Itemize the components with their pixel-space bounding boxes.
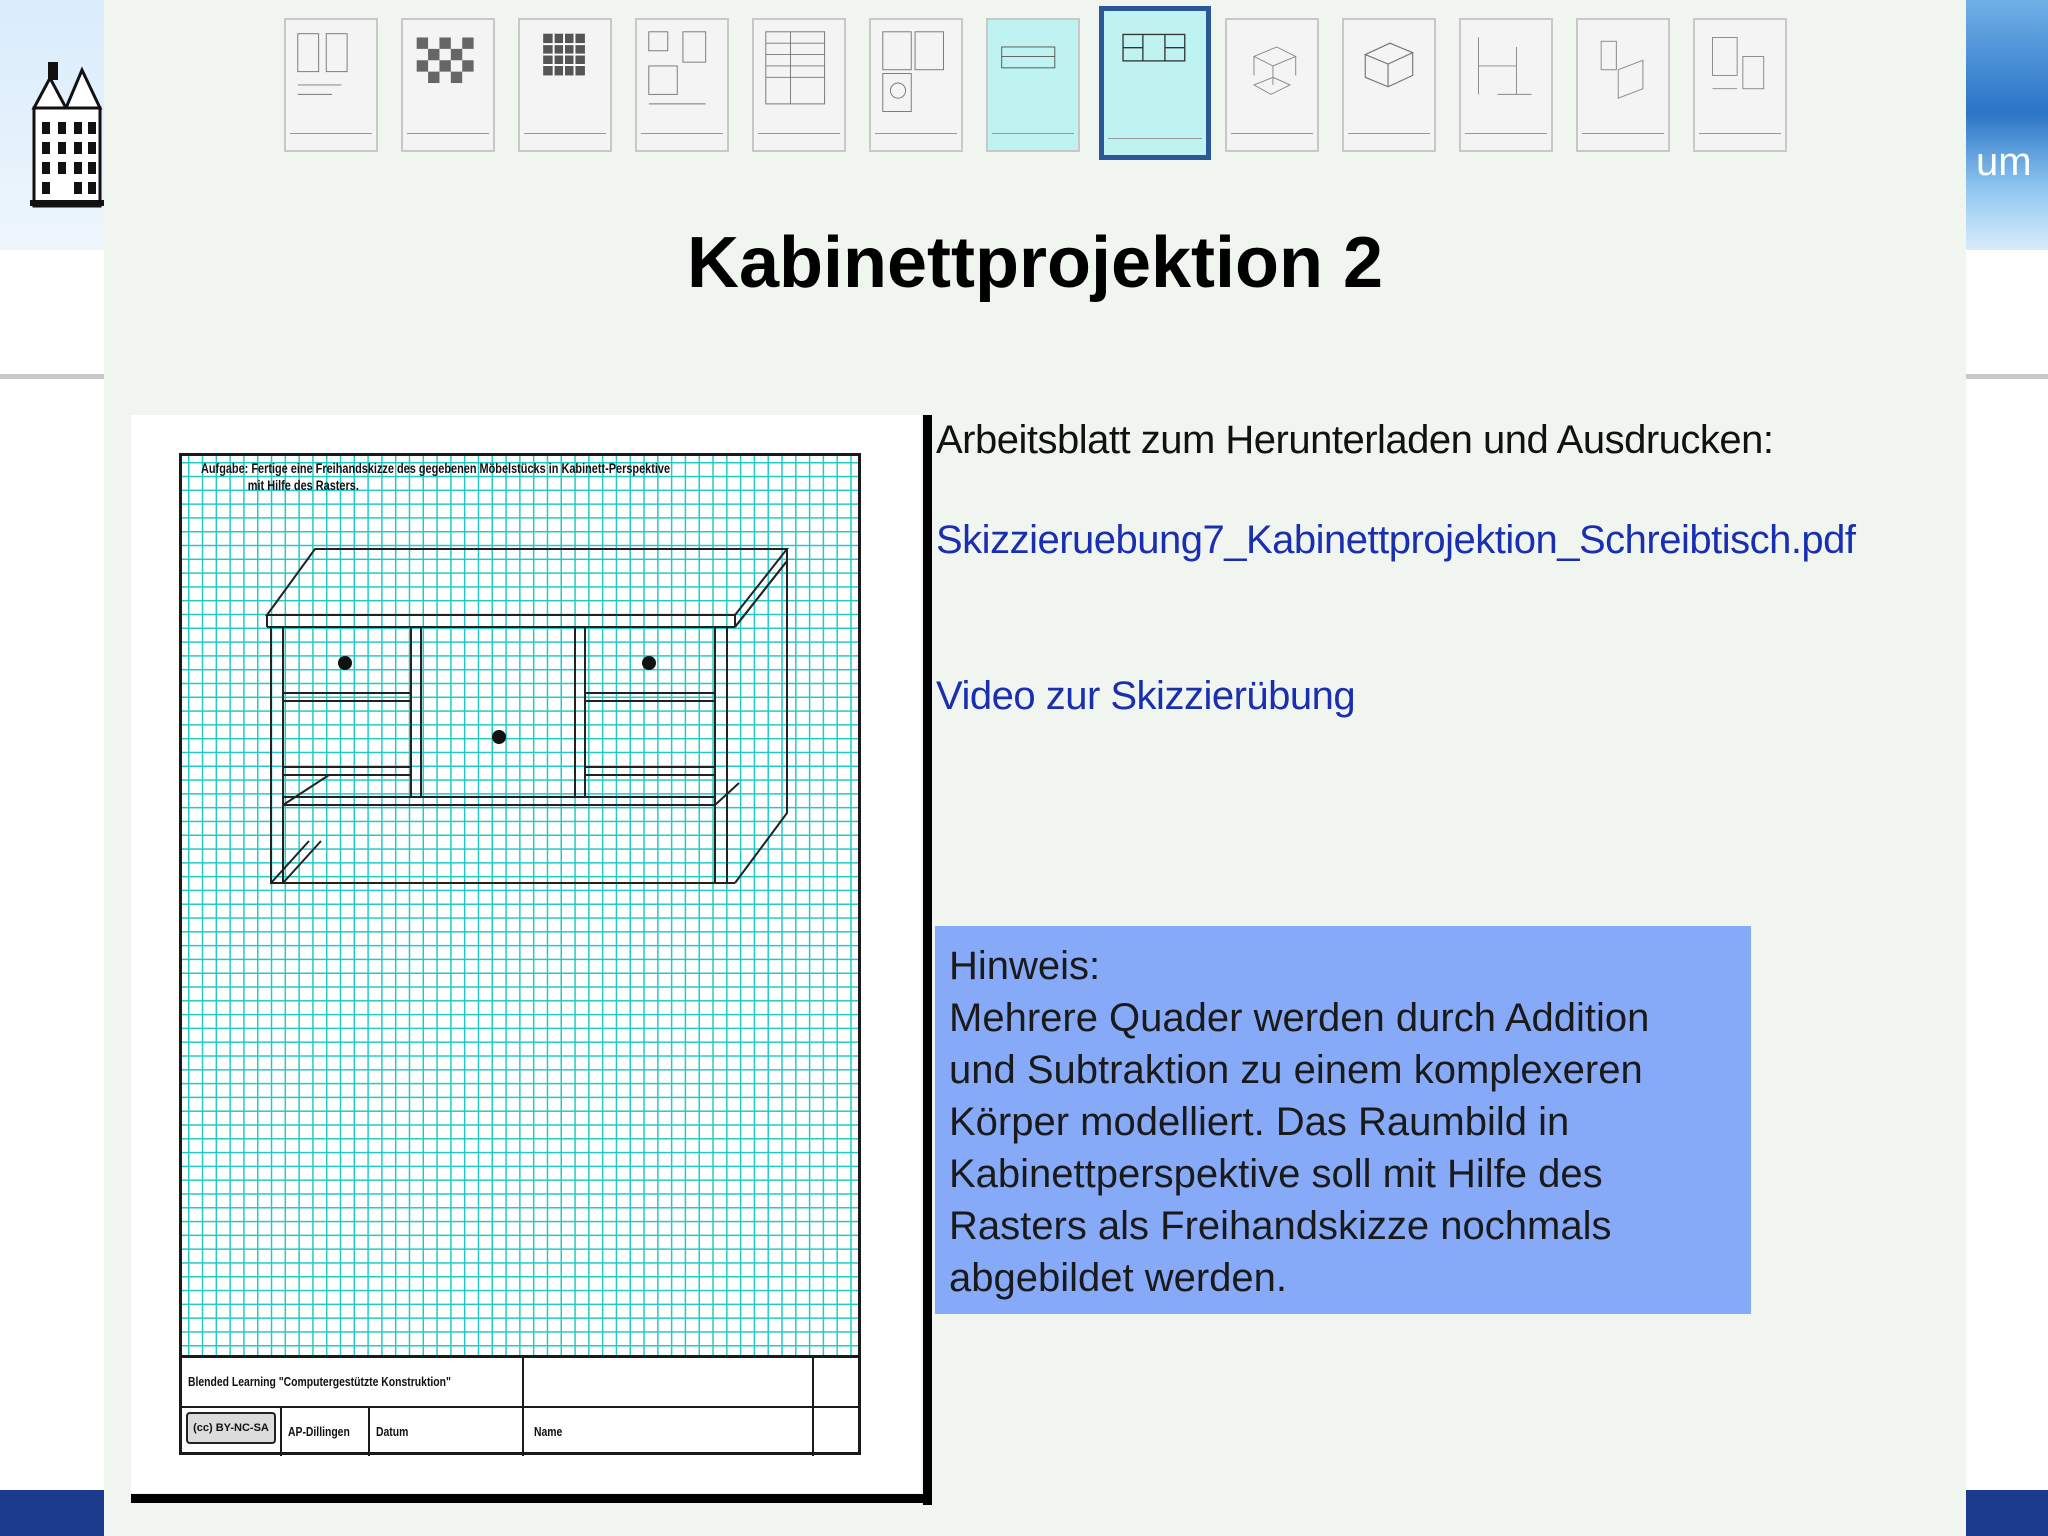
slide-viewer <box>104 0 1966 1536</box>
cube-preview-icon <box>1235 28 1309 123</box>
slide-thumbnail-6[interactable] <box>869 18 963 152</box>
background-footer-right <box>1966 1490 2048 1536</box>
slide-thumbnail-5[interactable] <box>752 18 846 152</box>
page-preview-icon <box>294 28 368 123</box>
background-header-text: um <box>1976 140 2032 184</box>
grid-pattern-preview-icon <box>528 28 602 123</box>
slide-thumbnail-13[interactable] <box>1693 18 1787 152</box>
hint-line: Kabinettperspektive soll mit Hilfe des <box>949 1152 1603 1196</box>
hint-box <box>935 926 1751 1314</box>
drawing-preview-icon <box>1586 28 1660 123</box>
video-link[interactable]: Video zur Skizzierübung <box>936 674 1356 718</box>
download-heading: Arbeitsblatt zum Herunterladen und Ausdrucken: <box>936 418 1774 462</box>
author-label: AP-Dillingen <box>288 1424 350 1439</box>
pdf-download-link[interactable]: Skizzieruebung7_Kabinettprojektion_Schreibtisch.pdf <box>936 518 1856 562</box>
hint-title: Hinweis: <box>949 944 1101 988</box>
creative-commons-badge: (cc) BY-NC-SA <box>186 1412 276 1444</box>
slide-thumbnail-2[interactable] <box>401 18 495 152</box>
hint-line: und Subtraktion zu einem komplexeren <box>949 1048 1643 1092</box>
worksheet-task-text <box>201 460 700 494</box>
box-preview-icon <box>1352 28 1426 123</box>
table-preview-icon <box>762 28 836 123</box>
slide-thumbnail-7[interactable] <box>986 18 1080 152</box>
hint-line: Rasters als Freihandskizze nochmals <box>949 1204 1612 1248</box>
worksheet-page <box>131 415 921 1493</box>
slide-thumbnail-11[interactable] <box>1459 18 1553 152</box>
name-label: Name <box>534 1424 563 1439</box>
worksheet-shadow <box>131 1494 932 1503</box>
slide-title: Kabinettprojektion 2 <box>686 223 1384 303</box>
grid-sheet-preview-icon <box>996 28 1070 123</box>
background-divider-left <box>0 374 104 379</box>
page-preview-icon <box>645 28 719 123</box>
hint-body <box>949 992 1737 1304</box>
worksheet-title-block <box>179 1355 861 1455</box>
slide-thumbnail-4[interactable] <box>635 18 729 152</box>
slide-thumbnail-12[interactable] <box>1576 18 1670 152</box>
background-footer-left <box>0 1490 104 1536</box>
worksheet-shadow <box>923 415 932 1505</box>
plan-preview-icon <box>1469 28 1543 123</box>
hint-line: abgebildet werden. <box>949 1256 1288 1300</box>
slide-thumbnail-1[interactable] <box>284 18 378 152</box>
course-label: Blended Learning "Computergestützte Konstruktion" <box>188 1374 451 1389</box>
building-logo-icon <box>30 48 104 210</box>
task-line-2: mit Hilfe des Rasters. <box>247 477 359 493</box>
drawing-preview-icon <box>1703 28 1777 123</box>
desk-drawing <box>179 453 861 1453</box>
slide-thumbnail-3[interactable] <box>518 18 612 152</box>
slide-thumbnail-10[interactable] <box>1342 18 1436 152</box>
hint-line: Körper modelliert. Das Raumbild in <box>949 1100 1570 1144</box>
hint-line: Mehrere Quader werden durch Addition <box>949 996 1650 1040</box>
date-label: Datum <box>376 1424 409 1439</box>
background-divider-right <box>1966 374 2048 379</box>
checkerboard-preview-icon <box>411 28 485 123</box>
task-line-1: Aufgabe: Fertige eine Freihandskizze des gegebenen Möbelstücks in Kabinett-Perspektive <box>201 460 671 476</box>
page-preview-icon <box>879 28 953 123</box>
worksheet-preview[interactable] <box>131 415 911 1499</box>
slide-thumbnail-8-selected[interactable] <box>1099 6 1211 160</box>
desk-sheet-preview-icon <box>1112 19 1198 129</box>
thumbnail-strip <box>104 0 1966 165</box>
slide-thumbnail-9[interactable] <box>1225 18 1319 152</box>
background-header-right <box>1966 0 2048 250</box>
